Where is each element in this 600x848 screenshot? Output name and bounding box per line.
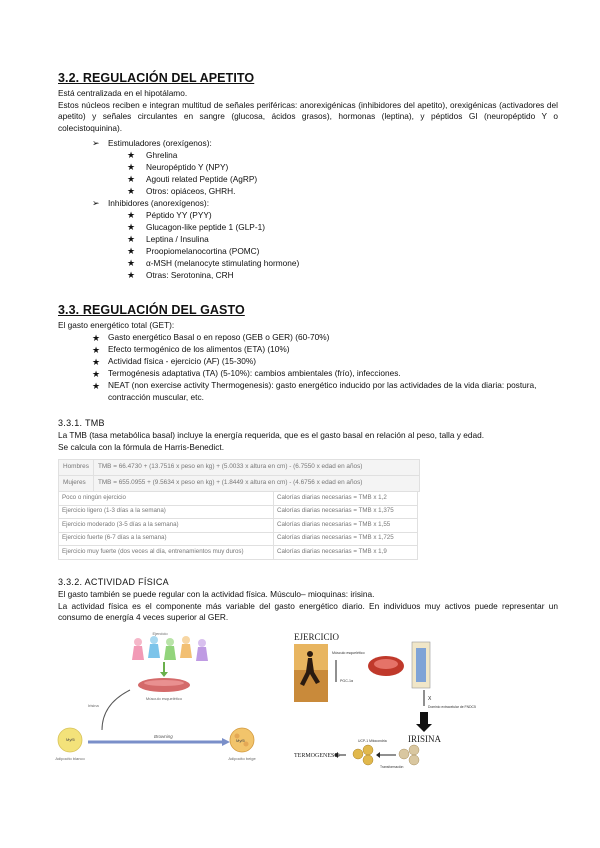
table-row	[59, 519, 418, 533]
star-bullet-icon: ★	[127, 174, 136, 184]
table-cell: Calorías diarias necesarias = TMB x 1,375	[274, 505, 418, 519]
star-bullet-icon: ★	[92, 357, 101, 367]
runners-illustration	[132, 636, 208, 661]
star-bullet-icon: ★	[127, 210, 136, 220]
figure-label: Browning	[154, 734, 173, 739]
list-item-text: Leptina / Insulina	[146, 234, 209, 244]
list-item	[92, 356, 562, 369]
star-bullet-icon: ★	[127, 234, 136, 244]
list-item	[92, 344, 562, 357]
apetito-paragraph: Estos núcleos reciben e integran multitud de señales periféricas: anorexigénicas (inhibidores del apetito), orexigénicas (activadores del apetito) y señales circulantes en sangre (glucosa, ácidos grasos), hormonas (leptina), y péptidos GI (neuropéptido Y o colecistoquinina).	[58, 99, 558, 133]
table-row	[59, 460, 420, 476]
star-bullet-icon: ★	[92, 381, 101, 391]
table-cell: Poco o ningún ejercicio	[59, 492, 274, 506]
table-cell: Hombres	[59, 460, 94, 476]
list-item-text: Proopiomelanocortina (POMC)	[146, 246, 260, 256]
table-cell: Ejercicio muy fuerte (dos veces al día, entrenamientos muy duros)	[59, 546, 274, 560]
tmb-text	[58, 430, 558, 453]
figure-label: Myf5	[66, 737, 75, 742]
list-item	[127, 185, 235, 198]
figure-label: Adipocito blanco	[55, 756, 85, 761]
list-item-text: Ghrelina	[146, 150, 178, 160]
table-cell: Calorías diarias necesarias = TMB x 1,2	[274, 492, 418, 506]
apetito-intro	[58, 88, 558, 134]
figure-label: Músculo esquelético	[332, 651, 365, 655]
figure-label: Adipocito beige	[228, 756, 256, 761]
star-bullet-icon: ★	[127, 258, 136, 268]
termogenesis-label: TERMOGENESIS	[294, 753, 340, 759]
list-item	[127, 161, 228, 174]
group-label: Inhibidores (anorexígenos):	[108, 198, 210, 208]
table-cell: Ejercicio fuerte (6-7 días a la semana)	[59, 532, 274, 546]
arrow-bullet-icon: ➢	[92, 138, 100, 148]
table-row	[59, 546, 418, 560]
table-row	[59, 532, 418, 546]
table-cell: Ejercicio moderado (3-5 días a la semana)	[59, 519, 274, 533]
group-label: Estimuladores (orexígenos):	[108, 138, 212, 148]
group-inhibidores	[92, 197, 209, 210]
star-bullet-icon: ★	[127, 186, 136, 196]
figure-label: Myf5	[236, 738, 245, 743]
star-bullet-icon: ★	[92, 345, 101, 355]
table-cell: TMB = 655.0955 + (9.5634 x peso en kg) + (1.8449 x altura en cm) - (4.6756 x edad en años)	[93, 476, 419, 492]
activity-factor-table	[58, 491, 418, 560]
subsection-title-actividad: 3.3.2. ACTIVIDAD FÍSICA	[58, 577, 169, 587]
list-item-text: NEAT (non exercise activity Thermogenesis): gasto energético inducido por las actividades de la vida diaria: postura, contracción muscular, etc.	[108, 380, 537, 402]
irisin-browning-figure	[56, 630, 282, 762]
list-item	[127, 221, 265, 234]
figure-label: X	[428, 696, 432, 702]
list-item-text: Actividad física - ejercicio (AF) (15-30%)	[108, 356, 257, 366]
list-item	[127, 269, 234, 282]
subsection-title-tmb: 3.3.1. TMB	[58, 418, 105, 428]
actividad-text	[58, 589, 558, 624]
list-item-text: Gasto energético Basal o en reposo (GEB o GER) (60-70%)	[108, 332, 330, 342]
arrow-head-icon	[160, 672, 168, 677]
list-item-text: Otros: opiáceos, GHRH.	[146, 186, 236, 196]
list-item	[127, 245, 259, 258]
tmb-line1: La TMB (tasa metabólica basal) incluye la energía requerida, que es el gasto basal en relación al peso, talla y edad.	[58, 430, 485, 440]
star-bullet-icon: ★	[127, 270, 136, 280]
section-title-gasto: 3.3. REGULACIÓN DEL GASTO	[58, 303, 245, 317]
star-bullet-icon: ★	[92, 333, 101, 343]
figure-label: Transformación	[380, 765, 404, 769]
table-row	[59, 476, 420, 492]
gasto-intro: El gasto energético total (GET):	[58, 320, 175, 330]
harris-benedict-table	[58, 459, 420, 492]
list-item	[127, 233, 209, 246]
arrow-bullet-icon: ➢	[92, 198, 100, 208]
actividad-line1: El gasto también se puede regular con la actividad física. Músculo– mioquinas: irisina.	[58, 589, 375, 599]
list-item-text: Otras: Serotonina, CRH	[146, 270, 234, 280]
arrow-down-icon	[416, 712, 432, 732]
section-title-apetito: 3.2. REGULACIÓN DEL APETITO	[58, 71, 255, 85]
figure-label: Ejercicio	[152, 631, 168, 636]
tmb-line2: Se calcula con la fórmula de Harris-Benedict.	[58, 441, 225, 452]
table-cell: Mujeres	[59, 476, 94, 492]
figure-label: Músculo esquelético	[145, 696, 183, 701]
list-item	[127, 173, 257, 186]
table-row	[59, 505, 418, 519]
star-bullet-icon: ★	[127, 246, 136, 256]
list-item-text: Péptido YY (PYY)	[146, 210, 212, 220]
irisina-label: IRISINA	[408, 734, 441, 744]
list-item-text: α-MSH (melanocyte stimulating hormone)	[146, 258, 300, 268]
list-item-text: Termogénesis adaptativa (TA) (5-10%): cambios ambientales (frío), infecciones.	[108, 368, 401, 378]
list-item	[92, 368, 562, 381]
arrow-head-icon	[222, 738, 230, 746]
table-cell: TMB = 66.4730 + (13.7516 x peso en kg) + (5.0033 x altura en cm) - (6.7550 x edad en años)	[93, 460, 419, 476]
figure-label: UCP-1 Mitocondria	[358, 739, 387, 743]
star-bullet-icon: ★	[92, 369, 101, 379]
apetito-line1: Está centralizada en el hipotálamo.	[58, 88, 188, 98]
figure-label: Dominio extracelular de FNDC5	[428, 705, 476, 709]
list-item	[92, 380, 562, 403]
list-item-text: Efecto termogénico de los alimentos (ETA) (10%)	[108, 344, 290, 354]
list-item	[92, 332, 562, 345]
figure-label: PGC-1α	[340, 679, 354, 683]
list-item-text: Glucagon-like peptide 1 (GLP-1)	[146, 222, 265, 232]
star-bullet-icon: ★	[127, 222, 136, 232]
table-cell: Calorías diarias necesarias = TMB x 1,9	[274, 546, 418, 560]
figure-label: Irisina	[88, 703, 99, 708]
actividad-paragraph: La actividad física es el componente más variable del gasto energético diario. En individuos muy activos puede representar un consumo de energía 4 veces superior al GER.	[58, 600, 558, 623]
exercise-irisin-figure	[292, 630, 476, 770]
list-item-text: Neuropéptido Y (NPY)	[146, 162, 229, 172]
star-bullet-icon: ★	[127, 162, 136, 172]
star-bullet-icon: ★	[127, 150, 136, 160]
group-estimuladores	[92, 137, 212, 150]
list-item	[127, 257, 299, 270]
list-item-text: Agouti related Peptide (AgRP)	[146, 174, 258, 184]
table-cell: Calorías diarias necesarias = TMB x 1,55	[274, 519, 418, 533]
table-row	[59, 492, 418, 506]
figure-title: EJERCICIO	[294, 632, 339, 642]
table-cell: Calorías diarias necesarias = TMB x 1,725	[274, 532, 418, 546]
table-cell: Ejercicio ligero (1-3 días a la semana)	[59, 505, 274, 519]
irisin-path	[102, 690, 130, 730]
list-item	[127, 149, 177, 162]
list-item	[127, 209, 212, 222]
